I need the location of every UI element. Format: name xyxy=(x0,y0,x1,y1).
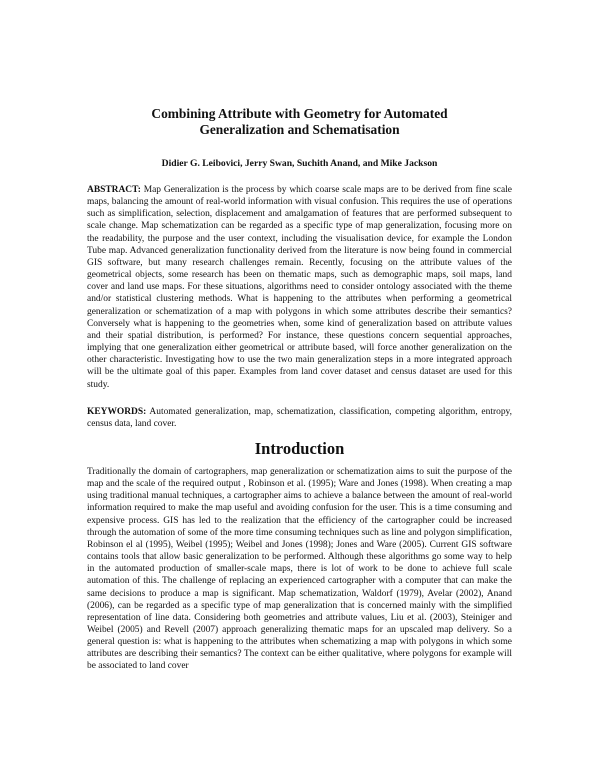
abstract-paragraph xyxy=(87,184,512,391)
keywords-text: Automated generalization, map, schematization, classification, competing algorithm, entropy, census data, land cover. xyxy=(87,406,512,429)
paper-title xyxy=(87,106,512,138)
title-line-1: Combining Attribute with Geometry for Automated xyxy=(151,106,448,121)
title-line-2: Generalization and Schematisation xyxy=(199,122,400,137)
author-list: Didier G. Leibovici, Jerry Swan, Suchith Anand, and Mike Jackson xyxy=(161,158,438,169)
introduction-paragraph: Traditionally the domain of cartographers, map generalization or schematization aims to suit the purpose of the map and the scale of the required output , Robinson et al. (1995); Ware and Jones (1998). When creating a map using traditional manual techniques, a cartographer aims to achieve a balance between the amount of real-world information required to make the map useful and avoiding confusion for the user. This is a time consuming and expensive process. GIS has led to the realization that the efficiency of the cartographer could be increased through the automation of some of the more time consuming techniques such as line and polygon simplification, Robinson el al (1995), Weibel (1995); Weibel and Jones (1998); Jones and Ware (2005). Current GIS software contains tools that allow basic generalization to be performed. Although these algorithms go some way to help in the automated production of smaller-scale maps, there is lot of work to be done to achieve full scale automation of this. The challenge of replacing an experienced cartographer with a computer that can make the same decisions to produce a map is significant. Map schematization, Waldorf (1979), Avelar (2002), Anand (2006), can be regarded as a specific type of map generalization that is concerned mainly with the simplified representation of line data. Considering both geometries and attribute values, Liu et al. (2003), Steiniger and Weibel (2005) and Revell (2007) approach generalizing thematic maps for an upscaled map delivery. So a general question is: what is happening to the attributes when schematizing a map with polygons in which some attributes are describing their semantics? The context can be either qualitative, where polygons for example will be associated to land cover xyxy=(87,466,512,672)
abstract-label: ABSTRACT: xyxy=(87,185,141,195)
keywords-paragraph xyxy=(87,406,512,430)
abstract-text: Map Generalization is the process by which coarse scale maps are to be derived from fine scale maps, balancing the amount of real-world information with visual confusion. This requires the use of operations such as simplification, selection, displacement and amalgamation of features that are performed subsequent to scale change. Map schematization can be regarded as a specific type of map generalization, focusing more on the readability, the purpose and the user context, including the visualisation device, for example the London Tube map. Advanced generalization functionality derived from the literature is now being found in commercial GIS software, but many research challenges remain. Recently, focusing on the attribute values of the geometrical objects, some research has been on thematic maps, such as demographic maps, soil maps, land cover and land use maps. For these situations, algorithms need to consider ontology associated with the theme and/or statistical clustering methods. What is happening to the attributes when performing a geometrical generalization or schematization of a map with polygons in which some attributes describe their semantics? Conversely what is happening to the geometries when, some kind of generalization based on attribute values and their spatial distribution, is performed? For instance, these questions concern sequential approaches, implying that one generalization either geometrical or attribute based, will force another generalization on the other characteristic. Investigating how to use the two main generalization steps in a more integrated approach will be the ultimate goal of this paper. Examples from land cover dataset and census dataset are used for this study. xyxy=(87,185,512,390)
keywords-label: KEYWORDS: xyxy=(87,406,147,417)
section-heading-introduction: Introduction xyxy=(254,438,345,458)
page-content xyxy=(87,106,512,673)
